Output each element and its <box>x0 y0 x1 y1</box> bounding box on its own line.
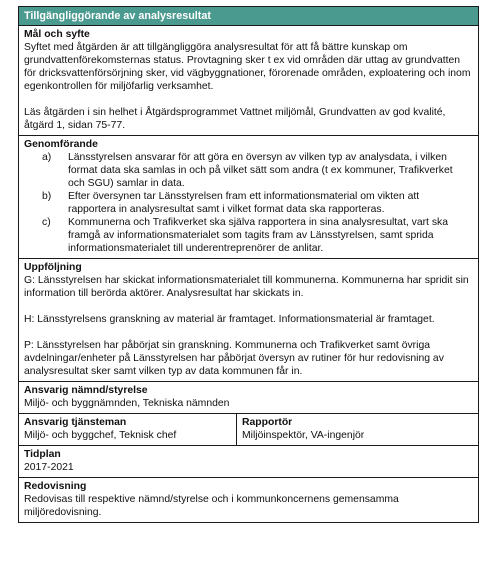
section-title-mal: Mål och syfte <box>24 29 90 40</box>
rapportor-value: Miljöinspektör, VA-ingenjör <box>242 430 365 441</box>
mal-paragraph-2: Läs åtgärden i sin helhet i Åtgärdsprogrammet Vattnet miljömål, Grundvatten av god kvalité, åtgärd 1, sidan 75-77. <box>24 107 446 131</box>
paragraph-gap <box>24 326 473 339</box>
mal-paragraph-1: Syftet med åtgärden är att tillgängliggöra analysresultat för att få bättre kunskap om grundvattenförekomsternas status. Provtagning sker t ex vid områden där uttag av grundvatten för dricksvattenförsörjning sker, vid vägbyggnationer, förorenade områden, exploatering och inom egenkontrollen för miljöfarlig verksamhet. <box>24 42 471 92</box>
section-tidplan <box>19 446 478 478</box>
paragraph-gap <box>24 93 473 106</box>
section-genomforande <box>19 136 478 259</box>
ansvarig-namnd-value: Miljö- och byggnämnden, Tekniska nämnden <box>24 398 230 409</box>
uppfoljning-green: G: Länsstyrelsen har skickat informationsmaterialet till kommunerna. Kommunerna har spridit sin information till berörda aktörer. Analysresultat har skickats in. <box>24 275 469 299</box>
list-item <box>24 216 473 255</box>
section-title-uppfoljning: Uppföljning <box>24 262 82 273</box>
list-item-text: Kommunerna och Trafikverket ska själva rapportera in sina analysresultat, vart ska framgå av informationsmaterialet som tagits fram av Länsstyrelsen, samt sprida informationsmaterialet till underentreprenörer de anlitar. <box>68 217 449 254</box>
tidplan-value: 2017-2021 <box>24 462 74 473</box>
section-ansvarig-namnd <box>19 382 478 414</box>
genomforande-list <box>24 151 473 255</box>
paragraph-gap <box>24 300 473 313</box>
section-title-tidplan: Tidplan <box>24 449 61 460</box>
section-mal-och-syfte <box>19 26 478 136</box>
list-item-letter: a) <box>42 152 52 163</box>
list-item-letter: c) <box>42 217 51 228</box>
section-uppfoljning <box>19 259 478 382</box>
section-ansvarig-tjansteman <box>19 414 237 445</box>
section-title-ansvarig-namnd: Ansvarig nämnd/styrelse <box>24 385 148 396</box>
section-title-rapportor: Rapportör <box>242 417 293 428</box>
section-title-redovisning: Redovisning <box>24 481 87 492</box>
list-item-letter: b) <box>42 191 52 202</box>
list-item-text: Länsstyrelsen ansvarar för att göra en översyn av vilken typ av analysdata, i vilken format data ska samlas in och på vilket sätt som andra (t ex kommuner, Trafikverket och SGU) samlar in data. <box>68 152 453 189</box>
section-responsible-row <box>19 414 478 446</box>
list-item-text: Efter översynen tar Länsstyrelsen fram ett informationsmaterial om vikten att rapportera in analysresultat samt i vilket format data ska rapporteras. <box>68 191 420 215</box>
section-title-genomforande: Genomförande <box>24 139 98 150</box>
ansvarig-tjansteman-value: Miljö- och byggchef, Teknisk chef <box>24 430 177 441</box>
section-rapportor <box>237 414 478 445</box>
uppfoljning-yellow: H: Länsstyrelsens granskning av material är framtaget. Informationsmaterial är framtaget. <box>24 314 435 325</box>
list-item <box>24 190 473 216</box>
section-title-ansvarig-tjansteman: Ansvarig tjänsteman <box>24 417 127 428</box>
uppfoljning-progress: P: Länsstyrelsen har påbörjat sin granskning. Kommunerna och Trafikverket samt övriga avdelningar/enheter på Länsstyrelsen har påbörjat översyn av rutiner för hur redovisning av analysresultat sker samt vilken typ av data kommunen får in. <box>24 340 444 377</box>
list-item <box>24 151 473 190</box>
table-header-title: Tillgängliggörande av analysresultat <box>19 7 478 26</box>
section-redovisning <box>19 478 478 522</box>
redovisning-value: Redovisas till respektive nämnd/styrelse och i kommunkoncernens gemensamma miljöredovisning. <box>24 494 399 518</box>
measure-table <box>18 6 479 523</box>
